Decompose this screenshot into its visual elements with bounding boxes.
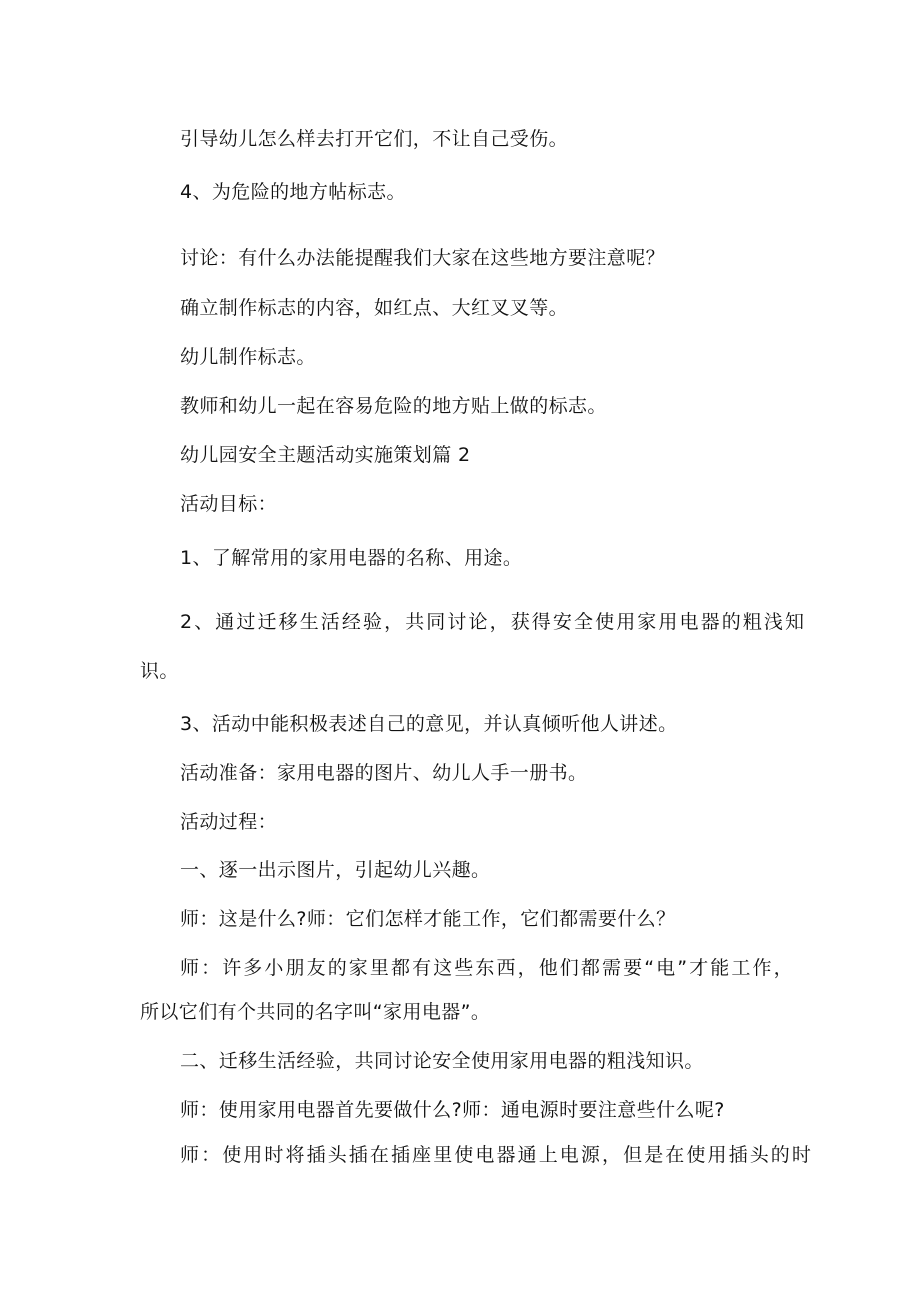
paragraph-preparation: 活动准备：家用电器的图片、幼儿人手一册书。 [180,762,588,784]
process-step-1: 一、逐一出示图片，引起幼儿兴趣。 [180,859,491,881]
paragraph-make-signs: 幼儿制作标志。 [180,346,316,368]
section-title-part-2: 幼儿园安全主题活动实施策划篇 2 [180,444,471,466]
goal-2-line-1: 2、通过迁移生活经验，共同讨论，获得安全使用家用电器的粗浅知 [180,611,807,633]
paragraph-sign-content: 确立制作标志的内容，如红点、大红叉叉等。 [180,297,569,319]
goal-1: 1、了解常用的家用电器的名称、用途。 [180,547,523,569]
step-4-heading: 4、为危险的地方帖标志。 [180,181,406,203]
heading-activity-goals: 活动目标： [180,493,278,515]
paragraph-open-safely: 引导幼儿怎么样去打开它们，不让自己受伤。 [180,128,569,150]
teacher-question-1: 师：这是什么?师：它们怎样才能工作，它们都需要什么？ [180,908,676,930]
teacher-statement-line-2: 所以它们有个共同的名字叫“家用电器”。 [140,1001,491,1023]
paragraph-post-signs: 教师和幼儿一起在容易危险的地方贴上做的标志。 [180,395,607,417]
teacher-statement-plug: 师：使用时将插头插在插座里使电器通上电源，但是在使用插头的时 [180,1144,814,1166]
goal-2-line-2: 识。 [140,660,179,682]
paragraph-discussion: 讨论：有什么办法能提醒我们大家在这些地方要注意呢？ [180,247,666,269]
heading-activity-process: 活动过程： [180,811,278,833]
teacher-question-2: 师：使用家用电器首先要做什么?师：通电源时要注意些什么呢? [180,1099,725,1121]
process-step-2: 二、迁移生活经验，共同讨论安全使用家用电器的粗浅知识。 [180,1050,704,1072]
goal-3: 3、活动中能积极表述自己的意见，并认真倾听他人讲述。 [180,713,678,735]
teacher-statement-line-1: 师：许多小朋友的家里都有这些东西，他们都需要“电”才能工作， [180,957,795,979]
